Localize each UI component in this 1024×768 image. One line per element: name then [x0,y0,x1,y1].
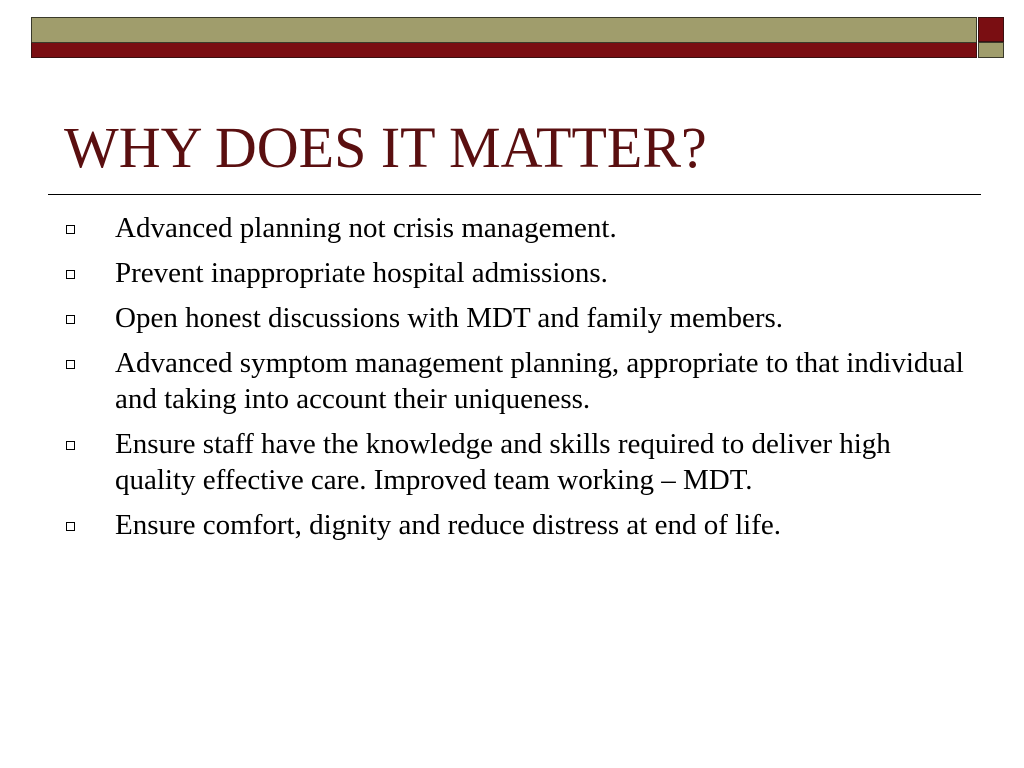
bullet-item [64,426,964,498]
bullet-text: Advanced symptom management planning, appropriate to that individual and taking into account their uniqueness. [115,347,964,415]
hollow-square-bullet-icon [66,441,75,450]
header-corner-maroon [978,17,1004,42]
bullet-text: Open honest discussions with MDT and family members. [115,302,784,334]
bullet-text: Prevent inappropriate hospital admissions. [115,257,608,289]
bullet-item [64,255,964,291]
title-divider [48,194,981,195]
bullet-text: Advanced planning not crisis management. [115,212,617,244]
hollow-square-bullet-icon [66,522,75,531]
bullet-item [64,300,964,336]
bullet-text: Ensure staff have the knowledge and skills required to deliver high quality effective care. Improved team working – MDT. [115,428,891,496]
header-band-olive [31,17,977,42]
bullet-item [64,507,964,543]
slide-title: WHY DOES IT MATTER? [64,115,707,180]
bullet-text: Ensure comfort, dignity and reduce distress at end of life. [115,509,781,541]
hollow-square-bullet-icon [66,270,75,279]
bullet-list [64,210,964,552]
hollow-square-bullet-icon [66,225,75,234]
header-band-maroon [31,42,977,58]
hollow-square-bullet-icon [66,360,75,369]
header-corner-olive [978,42,1004,58]
bullet-item [64,345,964,417]
hollow-square-bullet-icon [66,315,75,324]
bullet-item [64,210,964,246]
